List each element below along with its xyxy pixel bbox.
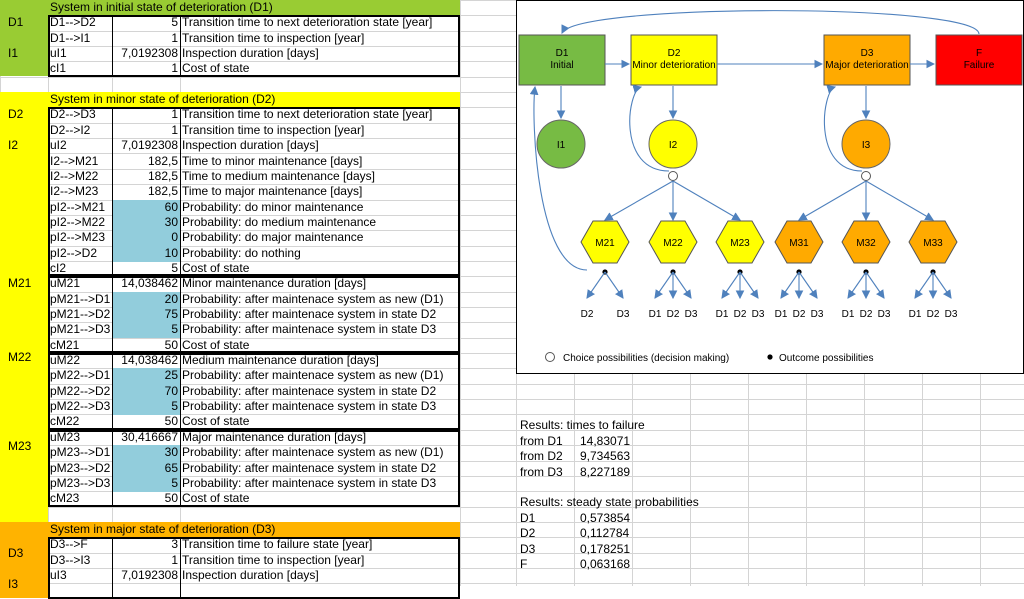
group-label-i2[interactable]: I2 (8, 138, 19, 152)
param-desc[interactable]: Probability: do minor maintenance (182, 200, 364, 214)
arrow-choice-i2 (673, 181, 740, 220)
block-divider (180, 15, 181, 77)
outcome-label: D3 (616, 309, 630, 320)
param-value[interactable]: 14,038462 (121, 353, 178, 367)
param-name[interactable]: pI2-->M23 (50, 230, 106, 244)
result-value[interactable]: 0,112784 (580, 526, 630, 540)
param-value[interactable]: 182,5 (147, 184, 178, 198)
result-label[interactable]: from D3 (520, 465, 563, 479)
arrow-outcome (799, 272, 817, 298)
param-value[interactable]: 1 (171, 31, 178, 45)
param-value[interactable]: 50 (164, 491, 178, 505)
outcome-label: D1 (841, 309, 855, 320)
group-label-m21[interactable]: M21 (8, 276, 32, 290)
param-value[interactable]: 65 (112, 461, 180, 477)
group-band-d2 (0, 107, 48, 537)
section-title-d2[interactable]: System in minor state of deterioration (D2) (50, 92, 276, 106)
param-desc[interactable]: Cost of state (182, 338, 250, 352)
result-label[interactable]: F (520, 557, 528, 571)
param-value[interactable]: 182,5 (147, 169, 178, 183)
maintenance-label-m22: M22 (663, 238, 683, 249)
group-label-d1[interactable]: D1 (8, 15, 24, 29)
param-desc[interactable]: Time to major maintenance [days] (182, 184, 363, 198)
param-name[interactable]: D3-->I3 (50, 553, 91, 567)
param-desc[interactable]: Probability: after maintenace system in state D3 (182, 322, 437, 336)
param-name[interactable]: D2-->I2 (50, 123, 91, 137)
markov-diagram (516, 0, 1024, 374)
block-divider (112, 15, 113, 77)
param-name[interactable]: pM23-->D2 (50, 461, 111, 475)
group-label-d3[interactable]: D3 (8, 546, 24, 560)
param-value[interactable]: 10 (112, 246, 180, 262)
param-name[interactable]: pM21-->D1 (50, 292, 111, 306)
param-value[interactable]: 1 (171, 123, 178, 137)
section-title-d1[interactable]: System in initial state of deterioration (D1) (50, 0, 273, 14)
param-desc[interactable]: Transition time to inspection [year] (182, 553, 365, 567)
param-desc[interactable]: Cost of state (182, 414, 250, 428)
result-label[interactable]: from D2 (520, 449, 563, 463)
param-desc[interactable]: Inspection duration [days] (182, 46, 319, 60)
arrow-outcome (848, 272, 866, 298)
param-name[interactable]: pM21-->D3 (50, 322, 111, 336)
param-desc[interactable]: Probability: after maintenace system in state D3 (182, 399, 437, 413)
param-name[interactable]: D1-->I1 (50, 31, 91, 45)
inspection-label-i3: I3 (861, 140, 871, 151)
param-desc[interactable]: Probability: after maintenace system in state D2 (182, 384, 437, 398)
block-divider (112, 353, 113, 430)
param-name[interactable]: D3-->F (50, 537, 88, 551)
block-divider (112, 430, 113, 507)
result-value[interactable]: 0,178251 (580, 542, 631, 556)
param-value[interactable]: 60 (112, 200, 180, 216)
param-name[interactable]: I2-->M22 (50, 169, 99, 183)
state-label-d2: D2 (667, 48, 681, 59)
block-divider (180, 353, 181, 430)
state-sublabel-f: Failure (963, 60, 995, 71)
result-value[interactable]: 14,83071 (580, 434, 631, 448)
arrow-outcome (587, 272, 605, 298)
inspection-label-i1: I1 (556, 140, 566, 151)
param-desc[interactable]: Cost of state (182, 261, 250, 275)
param-desc[interactable]: Time to minor maintenance [days] (182, 154, 363, 168)
param-name[interactable]: pM21-->D2 (50, 307, 111, 321)
arrow-f-d1 (562, 11, 979, 34)
param-name[interactable]: D2-->D3 (50, 107, 96, 121)
diagram-canvas (517, 1, 1024, 375)
param-name[interactable]: pM23-->D3 (50, 476, 111, 490)
maintenance-label-m33: M33 (923, 238, 943, 249)
arrow-outcome (866, 272, 884, 298)
state-sublabel-d1: Initial (550, 60, 574, 71)
outcome-label: D3 (877, 309, 891, 320)
arrow-outcome (915, 272, 933, 298)
block-divider (112, 537, 113, 599)
result-label[interactable]: D3 (520, 542, 536, 556)
param-value[interactable]: 7,0192308 (121, 568, 178, 582)
param-desc[interactable]: Cost of state (182, 491, 250, 505)
param-value[interactable]: 182,5 (147, 154, 178, 168)
maintenance-label-m31: M31 (789, 238, 809, 249)
arrow-outcome (673, 272, 691, 298)
state-label-d1: D1 (555, 48, 569, 59)
param-name[interactable]: uI1 (50, 46, 67, 60)
arrow-outcome (655, 272, 673, 298)
outcome-label: D1 (774, 309, 788, 320)
param-name[interactable]: cM21 (50, 338, 80, 352)
block-divider (180, 276, 181, 353)
block-divider (112, 276, 113, 353)
arrow-outcome (605, 272, 623, 298)
param-name[interactable]: uI2 (50, 138, 67, 152)
outcome-label: D2 (859, 309, 873, 320)
outcome-label: D3 (944, 309, 958, 320)
legend-choice-text: Choice possibilities (decision making) (563, 353, 730, 364)
param-desc[interactable]: Probability: after maintenace system in state D3 (182, 476, 437, 490)
param-name[interactable]: I2-->M21 (50, 154, 99, 168)
arrow-outcome (740, 272, 758, 298)
result-value[interactable]: 8,227189 (580, 465, 631, 479)
param-name[interactable]: I2-->M23 (50, 184, 99, 198)
maintenance-label-m32: M32 (856, 238, 876, 249)
param-value[interactable]: 1 (171, 61, 178, 75)
section-title-d3[interactable]: System in major state of deterioration (D3) (50, 522, 276, 536)
param-desc[interactable]: Probability: do medium maintenance (182, 215, 377, 229)
param-value[interactable]: 14,038462 (121, 276, 178, 290)
param-desc[interactable]: Minor maintenance duration [days] (182, 276, 367, 290)
state-label-d3: D3 (860, 48, 874, 59)
param-value[interactable]: 3 (171, 537, 178, 551)
param-desc[interactable]: Probability: after maintenace system in state D2 (182, 307, 437, 321)
choice-node-i2 (669, 172, 678, 181)
param-desc[interactable]: Major maintenance duration [days] (182, 430, 367, 444)
param-value[interactable]: 20 (112, 292, 180, 308)
outcome-label: D3 (751, 309, 765, 320)
state-sublabel-d3: Major deterioration (825, 60, 909, 71)
state-sublabel-d2: Minor deterioration (632, 60, 716, 71)
block-divider (180, 537, 181, 599)
param-name[interactable]: pM22-->D2 (50, 384, 111, 398)
group-label-d2[interactable]: D2 (8, 107, 24, 121)
result-value[interactable]: 0,063168 (580, 557, 631, 571)
param-value[interactable]: 7,0192308 (121, 138, 178, 152)
choice-node-i3 (862, 172, 871, 181)
param-value[interactable]: 50 (164, 338, 178, 352)
param-name[interactable]: uM21 (50, 276, 81, 290)
outcome-label: D3 (810, 309, 824, 320)
param-value[interactable]: 70 (112, 384, 180, 400)
results-ss-title[interactable]: Results: steady state probabilities (520, 495, 699, 509)
param-value[interactable]: 5 (171, 15, 178, 29)
param-name[interactable]: cI1 (50, 61, 67, 75)
param-desc[interactable]: Transition time to failure state [year] (182, 537, 373, 551)
param-name[interactable]: pI2-->M21 (50, 200, 106, 214)
arrow-choice-i3 (866, 181, 933, 220)
maintenance-label-m23: M23 (730, 238, 750, 249)
param-value[interactable]: 5 (171, 261, 178, 275)
param-name[interactable]: cM22 (50, 414, 80, 428)
legend-choice-icon (546, 353, 555, 362)
param-desc[interactable]: Transition time to inspection [year] (182, 31, 365, 45)
param-name[interactable]: uM23 (50, 430, 81, 444)
param-desc[interactable]: Probability: do nothing (182, 246, 301, 260)
param-name[interactable]: pM22-->D1 (50, 368, 111, 382)
group-label-i3[interactable]: I3 (8, 577, 19, 591)
result-label[interactable]: from D1 (520, 434, 563, 448)
outcome-label: D1 (908, 309, 922, 320)
arrow-outcome (933, 272, 951, 298)
block-divider (112, 107, 113, 276)
param-name[interactable]: D1-->D2 (50, 15, 96, 29)
result-label[interactable]: D1 (520, 511, 536, 525)
param-desc[interactable]: Transition time to next deterioration state [year] (182, 107, 433, 121)
outcome-label: D1 (715, 309, 729, 320)
param-value[interactable]: 30 (112, 215, 180, 231)
grid-row-line (0, 507, 1024, 508)
param-desc[interactable]: Probability: after maintenace system as new (D1) (182, 292, 444, 306)
param-desc[interactable]: Cost of state (182, 61, 250, 75)
param-desc[interactable]: Medium maintenance duration [days] (182, 353, 379, 367)
grid-col-line (460, 0, 461, 586)
param-value[interactable]: 75 (112, 307, 180, 323)
arrow-outcome (722, 272, 740, 298)
result-value[interactable]: 9,734563 (580, 449, 631, 463)
legend-outcome-icon (767, 354, 772, 359)
param-name[interactable]: pM22-->D3 (50, 399, 111, 413)
param-value[interactable]: 1 (171, 553, 178, 567)
param-desc[interactable]: Probability: after maintenace system as new (D1) (182, 445, 444, 459)
param-name[interactable]: pI2-->D2 (50, 246, 98, 260)
arrow-outcome (781, 272, 799, 298)
param-name[interactable]: pI2-->M22 (50, 215, 106, 229)
outcome-label: D2 (666, 309, 680, 320)
param-value[interactable]: 25 (112, 368, 180, 384)
param-value[interactable]: 30 (112, 445, 180, 461)
param-desc[interactable]: Inspection duration [days] (182, 568, 319, 582)
block-divider (180, 430, 181, 507)
param-value[interactable]: 30,416667 (121, 430, 178, 444)
group-label-i1[interactable]: I1 (8, 46, 19, 60)
param-value[interactable]: 1 (171, 107, 178, 121)
outcome-label: D2 (926, 309, 940, 320)
outcome-label: D2 (580, 309, 594, 320)
param-value[interactable]: 5 (112, 399, 180, 415)
param-value[interactable]: 5 (112, 476, 180, 492)
maintenance-label-m21: M21 (595, 238, 615, 249)
state-label-f: F (975, 48, 983, 59)
param-desc[interactable]: Probability: after maintenace system in state D2 (182, 461, 437, 475)
param-desc[interactable]: Transition time to inspection [year] (182, 123, 365, 137)
group-label-m23[interactable]: M23 (8, 439, 32, 453)
param-desc[interactable]: Probability: after maintenace system as new (D1) (182, 368, 444, 382)
outcome-label: D2 (792, 309, 806, 320)
param-desc[interactable]: Inspection duration [days] (182, 138, 319, 152)
block-divider (180, 107, 181, 276)
outcome-label: D3 (684, 309, 698, 320)
outcome-label: D2 (733, 309, 747, 320)
param-name[interactable]: cM23 (50, 491, 80, 505)
param-desc[interactable]: Time to medium maintenance [days] (182, 169, 375, 183)
param-value[interactable]: 50 (164, 414, 178, 428)
group-label-m22[interactable]: M22 (8, 350, 32, 364)
param-name[interactable]: uM22 (50, 353, 81, 367)
param-value[interactable]: 7,0192308 (121, 46, 178, 60)
result-label[interactable]: D2 (520, 526, 536, 540)
results-ttf-title[interactable]: Results: times to failure (520, 418, 645, 432)
arrow-choice-i3 (799, 181, 866, 220)
outcome-label: D1 (648, 309, 662, 320)
param-desc[interactable]: Probability: do major maintenance (182, 230, 364, 244)
result-value[interactable]: 0,573854 (580, 511, 631, 525)
param-value[interactable]: 5 (112, 322, 180, 338)
param-value[interactable]: 0 (112, 230, 180, 246)
param-name[interactable]: uI3 (50, 568, 67, 582)
legend-outcome-text: Outcome possibilities (779, 353, 874, 364)
param-name[interactable]: pM23-->D1 (50, 445, 111, 459)
inspection-label-i2: I2 (668, 140, 678, 151)
arrow-choice-i2 (605, 181, 673, 220)
param-name[interactable]: cI2 (50, 261, 67, 275)
param-desc[interactable]: Transition time to next deterioration state [year] (182, 15, 433, 29)
